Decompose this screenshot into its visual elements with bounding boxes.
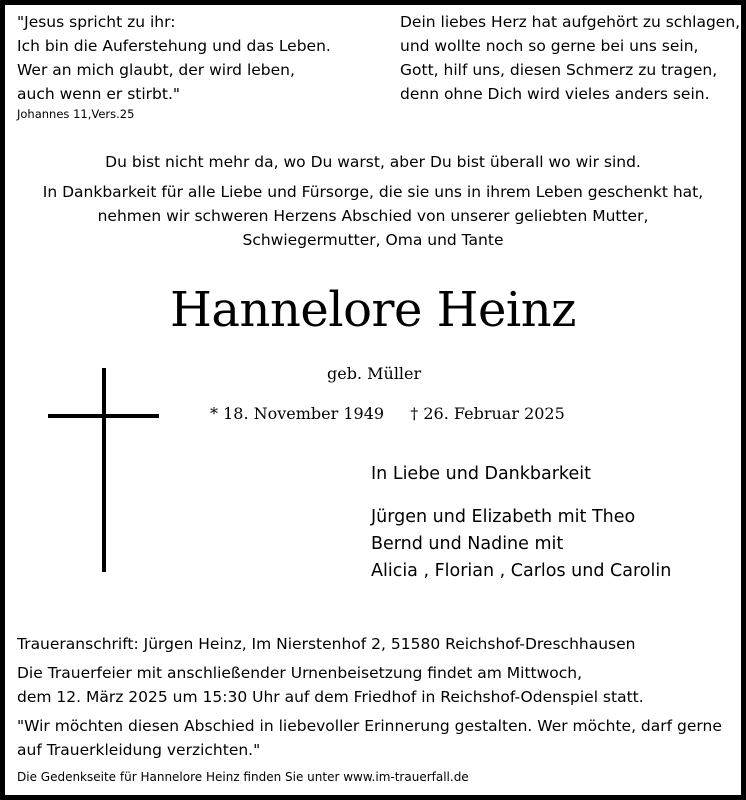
- bible-verse: [17, 10, 331, 122]
- family-line: Bernd und Nadine mit: [371, 534, 564, 554]
- family-line: Jürgen und Elizabeth mit Theo: [371, 507, 636, 527]
- cross-icon: [102, 368, 106, 572]
- birth-name: geb. Müller: [327, 364, 422, 383]
- death-date: † 26. Februar 2025: [410, 404, 565, 423]
- ceremony-info: [17, 661, 644, 709]
- verse-right-line: denn ohne Dich wird vieles anders sein.: [400, 85, 710, 103]
- deceased-name: Hannelore Heinz: [170, 282, 576, 338]
- life-dates: [210, 403, 565, 425]
- address: Traueranschrift: Jürgen Heinz, Im Nierstenhof 2, 51580 Reichshof-Dreschhausen: [17, 635, 636, 653]
- intro-line: In Dankbarkeit für alle Liebe und Fürsorge, die sie uns in ihrem Leben geschenkt hat,: [42, 183, 704, 201]
- intro-line: Schwiegermutter, Oma und Tante: [242, 231, 504, 249]
- verse-left-line: auch wenn er stirbt.": [17, 85, 181, 103]
- ceremony-line: dem 12. März 2025 um 15:30 Uhr auf dem Friedhof in Reichshof-Odenspiel statt.: [17, 688, 644, 706]
- intro-line: nehmen wir schweren Herzens Abschied von unserer geliebten Mutter,: [97, 207, 649, 225]
- verse-left-line: "Jesus spricht zu ihr:: [17, 13, 176, 31]
- intro-text: [5, 180, 741, 252]
- family-line: Alicia , Florian , Carlos und Carolin: [371, 561, 672, 581]
- birth-date: * 18. November 1949: [210, 404, 385, 423]
- request-line: "Wir möchten diesen Abschied in liebevoller Erinnerung gestalten. Wer möchte, darf gerne: [17, 717, 722, 735]
- poem: [400, 10, 740, 106]
- verse-right-line: Dein liebes Herz hat aufgehört zu schlagen,: [400, 13, 741, 31]
- cross-icon-bar: [48, 414, 159, 418]
- obituary-notice: [5, 5, 741, 795]
- verse-right-line: Gott, hilf uns, diesen Schmerz zu tragen,: [400, 61, 718, 79]
- verse-left-line: Ich bin die Auferstehung und das Leben.: [17, 37, 331, 55]
- request-line: auf Trauerkleidung verzichten.": [17, 741, 261, 759]
- quote-line: Du bist nicht mehr da, wo Du warst, aber Du bist überall wo wir sind.: [105, 153, 641, 171]
- memorial-page-footer: Die Gedenkseite für Hannelore Heinz finden Sie unter www.im-trauerfall.de: [17, 770, 469, 784]
- family-heading: In Liebe und Dankbarkeit: [371, 464, 591, 484]
- verse-right-line: und wollte noch so gerne bei uns sein,: [400, 37, 699, 55]
- dress-request: [17, 714, 722, 762]
- verse-left-line: Wer an mich glaubt, der wird leben,: [17, 61, 295, 79]
- family-signature: [371, 461, 671, 585]
- verse-source: Johannes 11,Vers.25: [17, 107, 135, 121]
- ceremony-line: Die Trauerfeier mit anschließender Urnenbeisetzung findet am Mittwoch,: [17, 664, 583, 682]
